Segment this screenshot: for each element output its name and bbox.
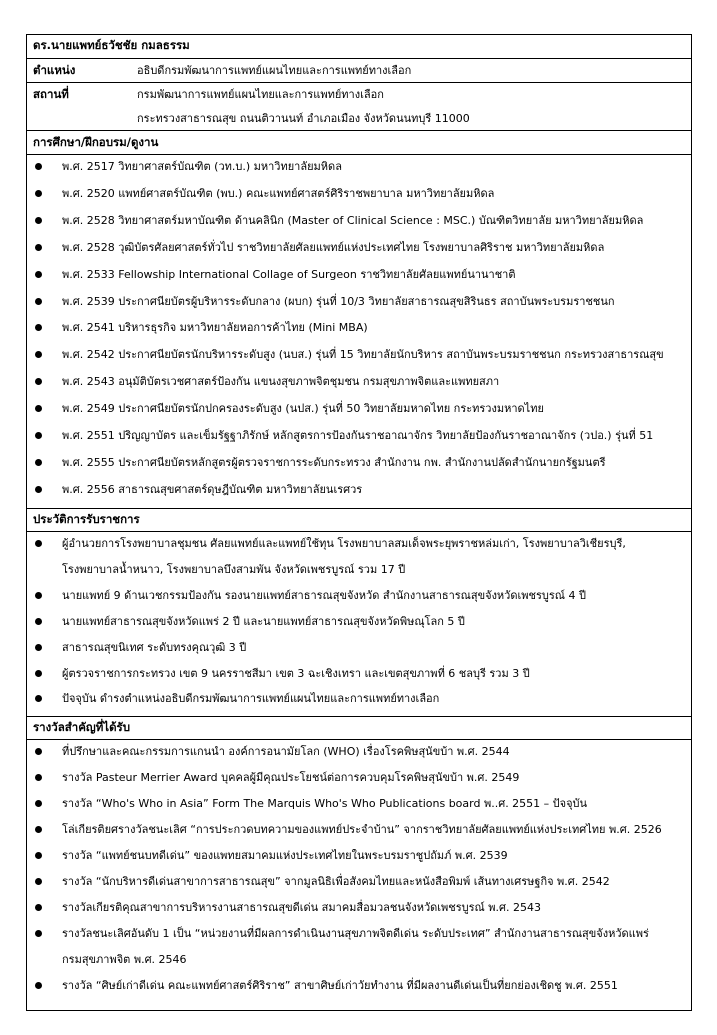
bullet-icon (35, 351, 42, 358)
location-line1: กรมพัฒนาการแพทย์แผนไทยและการแพทย์ทางเลือก (137, 88, 384, 101)
divider (27, 154, 691, 155)
list-item: รางวัล “แพทย์ชนบทดีเด่น” ของแพทยสมาคมแห่งประเทศไทยในพระบรมราชูปถัมภ์ พ.ศ. 2539 (62, 849, 508, 862)
bullet-icon (35, 271, 42, 278)
list-item: นายแพทย์สาธารณสุขจังหวัดแพร่ 2 ปี และนายแพทย์สาธารณสุขจังหวัดพิษณุโลก 5 ปี (62, 614, 465, 628)
list-item: พ.ศ. 2520 แพทย์ศาสตร์บัณฑิต (พบ.) คณะแพทย์ศาสตร์ศิริราชพยาบาล มหาวิทยาลัยมหิดล (62, 186, 495, 200)
bullet-icon (35, 930, 42, 937)
list-item: พ.ศ. 2533 Fellowship International Collage of Surgeon ราชวิทยาลัยศัลยแพทย์นานาชาติ (62, 267, 516, 281)
list-item: ผู้ตรวจราชการกระทรวง เขต 9 นครราชสีมา เขต 3 ฉะเชิงเทรา และเขตสุขภาพที่ 6 ชลบุรี รวม 3 ปี (62, 666, 530, 680)
list-item-continuation: กรมสุขภาพจิต พ.ศ. 2546 (62, 953, 187, 966)
education-heading: การศึกษา/ฝึกอบรม/ดูงาน (33, 135, 159, 149)
position-label: ตำแหน่ง (33, 63, 76, 77)
person-name: ดร.นายแพทย์ธวัชชัย กมลธรรม (33, 38, 190, 52)
awards-heading: รางวัลสำคัญที่ได้รับ (33, 720, 131, 734)
bullet-icon (35, 826, 42, 833)
list-item: พ.ศ. 2556 สาธารณสุขศาสตร์ดุษฎีบัณฑิต มหาวิทยาลัยนเรศวร (62, 482, 363, 496)
bullet-icon (35, 190, 42, 197)
bullet-icon (35, 670, 42, 677)
bullet-icon (35, 644, 42, 651)
list-item: รางวัล “ศิษย์เก่าดีเด่น คณะแพทย์ศาสตร์ศิริราช” สาขาศิษย์เก่าวัยทำงาน ที่มีผลงานดีเด่นเป็นที่ยกย่องเชิดชู พ.ศ. 2551 (62, 979, 618, 992)
bullet-icon (35, 592, 42, 599)
bullet-icon (35, 378, 42, 385)
bullet-icon (35, 774, 42, 781)
bullet-icon (35, 432, 42, 439)
bullet-icon (35, 800, 42, 807)
profile-sheet (26, 34, 692, 1011)
bullet-icon (35, 244, 42, 251)
list-item: พ.ศ. 2555 ประกาศนียบัตรหลักสูตรผู้ตรวจราชการระดับกระทรวง สำนักงาน กพ. สำนักงานปลัดสำนักนายกรัฐมนตรี (62, 455, 606, 469)
list-item: พ.ศ. 2528 วิทยาศาสตร์มหาบัณฑิต ด้านคลินิก (Master of Clinical Science : MSC.) บัณฑิตวิทยาลัย มหาวิทยาลัยมหิดล (62, 213, 644, 227)
bullet-icon (35, 878, 42, 885)
divider (27, 130, 691, 131)
divider (27, 716, 691, 717)
career-heading: ประวัติการรับราชการ (33, 512, 140, 526)
list-item: รางวัล “Who's Who in Asia” Form The Marquis Who's Who Publications board พ..ศ. 2551 – ปัจจุบัน (62, 797, 588, 810)
list-item: พ.ศ. 2517 วิทยาศาสตร์บัณฑิต (วท.บ.) มหาวิทยาลัยมหิดล (62, 160, 342, 173)
list-item: พ.ศ. 2543 อนุมัติบัตรเวชศาสตร์ป้องกัน แขนงสุขภาพจิตชุมชน กรมสุขภาพจิตและแพทยสภา (62, 375, 500, 389)
list-item: พ.ศ. 2541 บริหารธุรกิจ มหาวิทยาลัยหอการค้าไทย (Mini MBA) (62, 321, 368, 335)
bullet-icon (35, 982, 42, 989)
position-value: อธิบดีกรมพัฒนาการแพทย์แผนไทยและการแพทย์ทางเลือก (137, 64, 412, 77)
list-item-continuation: โรงพยาบาลน้ำหนาว, โรงพยาบาลบึงสามพัน จังหวัดเพชรบูรณ์ รวม 17 ปี (62, 562, 406, 576)
location-line2: กระทรวงสาธารณสุข ถนนติวานนท์ อำเภอเมือง จังหวัดนนทบุรี 11000 (137, 112, 470, 125)
bullet-icon (35, 163, 42, 170)
bullet-icon (35, 459, 42, 466)
list-item: นายแพทย์ 9 ด้านเวชกรรมป้องกัน รองนายแพทย์สาธารณสุขจังหวัด สำนักงานสาธารณสุขจังหวัดเพชรบูรณ์ 4 ปี (62, 588, 586, 602)
bullet-icon (35, 748, 42, 755)
list-item: รางวัล Pasteur Merrier Award บุคคลผู้มีคุณประโยชน์ต่อการควบคุมโรคพิษสุนัขบ้า พ.ศ. 2549 (62, 771, 520, 784)
divider (27, 82, 691, 83)
divider (27, 531, 691, 532)
list-item: พ.ศ. 2542 ประกาศนียบัตรนักบริหารระดับสูง (นบส.) รุ่นที่ 15 วิทยาลัยนักบริหาร สถาบันพระบรมราชชนก กระทรวงสาธารณสุข (62, 348, 664, 362)
location-label: สถานที่ (33, 87, 69, 101)
list-item: ปัจจุบัน ดำรงตำแหน่งอธิบดีกรมพัฒนาการแพทย์แผนไทยและการแพทย์ทางเลือก (62, 692, 440, 706)
bullet-icon (35, 540, 42, 547)
divider (27, 508, 691, 509)
list-item: พ.ศ. 2539 ประกาศนียบัตรผู้บริหารระดับกลาง (ผบก) รุ่นที่ 10/3 วิทยาลัยสาธารณสุขสิรินธร สถาบันพระบรมราชชนก (62, 294, 615, 308)
list-item: สาธารณสุขนิเทศ ระดับทรงคุณวุฒิ 3 ปี (62, 640, 247, 654)
list-item: พ.ศ. 2551 ปริญญาบัตร และเข็มรัฐฐาภิรักษ์ หลักสูตรการป้องกันราชอาณาจักร วิทยาลัยป้องกันราชอาณาจักร (วปอ.) รุ่นที่ 51 (62, 429, 654, 442)
list-item: รางวัล “นักบริหารดีเด่นสาขาการสาธารณสุข” จากมูลนิธิเพื่อสังคมไทยและหนังสือพิมพ์ เส้นทางเศรษฐกิจ พ.ศ. 2542 (62, 875, 610, 888)
divider (27, 739, 691, 740)
list-item: ผู้อำนวยการโรงพยาบาลชุมชน ศัลยแพทย์และแพทย์ใช้ทุน โรงพยาบาลสมเด็จพระยุพราชหล่มเก่า, โรงพยาบาลวิเชียรบุรี, (62, 537, 626, 550)
list-item: รางวัลชนะเลิศอันดับ 1 เป็น “หน่วยงานที่มีผลการดำเนินงานสุขภาพจิตดีเด่น ระดับประเทศ” สำนักงานสาธารณสุขจังหวัดแพร่ (62, 927, 649, 940)
list-item: รางวัลเกียรติคุณสาขาการบริหารงานสาธารณสุขดีเด่น สมาคมสื่อมวลชนจังหวัดเพชรบูรณ์ พ.ศ. 2543 (62, 901, 541, 914)
list-item: พ.ศ. 2528 วุฒิบัตรศัลยศาสตร์ทั่วไป ราชวิทยาลัยศัลยแพทย์แห่งประเทศไทย โรงพยาบาลศิริราช มหาวิทยาลัยมหิดล (62, 240, 605, 254)
list-item: โล่เกียรติยศรางวัลชนะเลิศ “การประกวดบทความของแพทย์ประจำบ้าน” จากราชวิทยาลัยศัลยแพทย์แห่งประเทศไทย พ.ศ. 2526 (62, 823, 662, 836)
bullet-icon (35, 298, 42, 305)
bullet-icon (35, 324, 42, 331)
bullet-icon (35, 852, 42, 859)
divider (27, 58, 691, 59)
bullet-icon (35, 405, 42, 412)
bullet-icon (35, 486, 42, 493)
bullet-icon (35, 618, 42, 625)
list-item: พ.ศ. 2549 ประกาศนียบัตรนักปกครองระดับสูง (นปส.) รุ่นที่ 50 วิทยาลัยมหาดไทย กระทรวงมหาดไทย (62, 402, 544, 416)
bullet-icon (35, 695, 42, 702)
bullet-icon (35, 904, 42, 911)
bullet-icon (35, 217, 42, 224)
list-item: ที่ปรึกษาและคณะกรรมการแกนนำ องค์การอนามัยโลก (WHO) เรื่องโรคพิษสุนัขบ้า พ.ศ. 2544 (62, 745, 510, 758)
